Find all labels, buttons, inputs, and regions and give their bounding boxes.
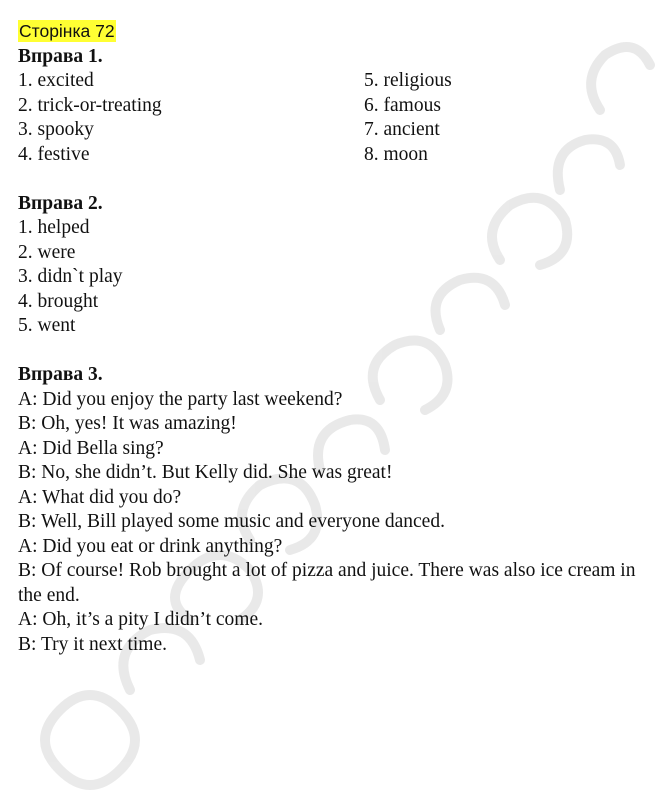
exercise-1-title: Вправа 1.: [18, 45, 103, 67]
page-number-label: Сторінка 72: [19, 21, 115, 41]
dialog-line: A: Did Bella sing?: [18, 437, 164, 459]
exercise-1-left-column: [18, 69, 162, 167]
dialog-line: A: Did you eat or drink anything?: [18, 535, 283, 557]
dialog-line: B: No, she didn’t. But Kelly did. She was great!: [18, 462, 393, 483]
answer-item: 8. moon: [364, 143, 428, 165]
answer-item: 4. brought: [18, 290, 99, 312]
answer-item: 3. didn`t play: [18, 266, 123, 287]
answer-item: 1. helped: [18, 217, 90, 238]
answer-item: 5. religious: [364, 70, 452, 91]
dialog-line: A: What did you do?: [18, 486, 182, 508]
answer-item: 4. festive: [18, 143, 90, 165]
exercise-3: [18, 363, 658, 657]
dialog-line: B: Of course! Rob brought a lot of pizza and juice. There was also ice cream in the end.: [18, 560, 636, 606]
dialog-line: A: Oh, it’s a pity I didn’t come.: [18, 609, 263, 630]
exercise-1: [18, 45, 658, 168]
dialog-line: B: Try it next time.: [18, 633, 167, 655]
exercise-2: [18, 192, 658, 339]
dialog-line: B: Oh, yes! It was amazing!: [18, 413, 237, 434]
exercise-1-right-column: [364, 69, 452, 167]
answer-item: 6. famous: [364, 94, 441, 116]
exercise-1-answers: [18, 69, 658, 167]
answer-item: 2. trick-or-treating: [18, 94, 162, 116]
answer-item: 7. ancient: [364, 119, 440, 140]
answer-item: 3. spooky: [18, 119, 94, 140]
document-page: [18, 20, 658, 682]
exercise-2-title: Вправа 2.: [18, 192, 103, 214]
answer-item: 1. excited: [18, 70, 94, 91]
answer-item: 5. went: [18, 315, 76, 336]
answer-item: 2. were: [18, 241, 76, 263]
exercise-3-title: Вправа 3.: [18, 364, 103, 385]
dialog-line: A: Did you enjoy the party last weekend?: [18, 388, 343, 410]
dialog-line: B: Well, Bill played some music and everyone danced.: [18, 511, 445, 532]
